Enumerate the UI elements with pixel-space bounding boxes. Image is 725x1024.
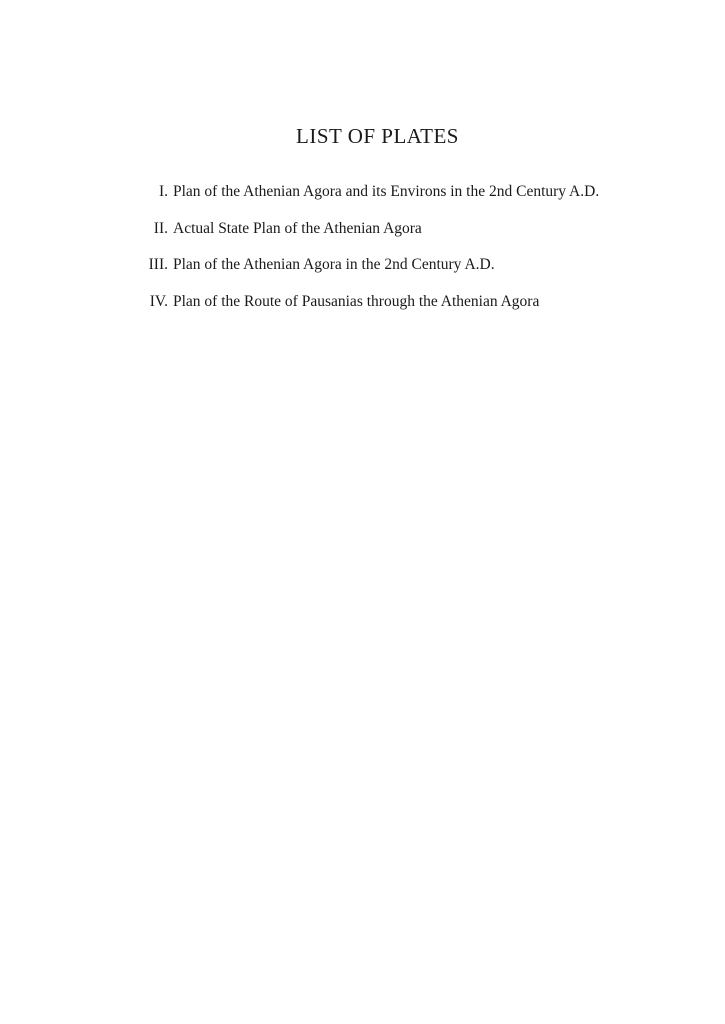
list-item xyxy=(130,255,650,292)
plates-list xyxy=(130,182,650,328)
plate-title: Plan of the Route of Pausanias through the Athenian Agora xyxy=(173,292,540,310)
list-item xyxy=(130,292,650,329)
plate-title: Plan of the Athenian Agora in the 2nd Century A.D. xyxy=(173,256,495,273)
plate-numeral: III. xyxy=(148,256,168,273)
plate-numeral: IV. xyxy=(149,292,168,310)
plate-title: Actual State Plan of the Athenian Agora xyxy=(173,219,422,237)
plate-numeral: I. xyxy=(158,183,168,200)
page-title: LIST OF PLATES xyxy=(296,124,459,148)
list-item xyxy=(130,182,650,219)
plate-numeral: II. xyxy=(153,219,168,237)
list-item xyxy=(130,219,650,256)
plate-title: Plan of the Athenian Agora and its Environs in the 2nd Century A.D. xyxy=(173,183,600,200)
